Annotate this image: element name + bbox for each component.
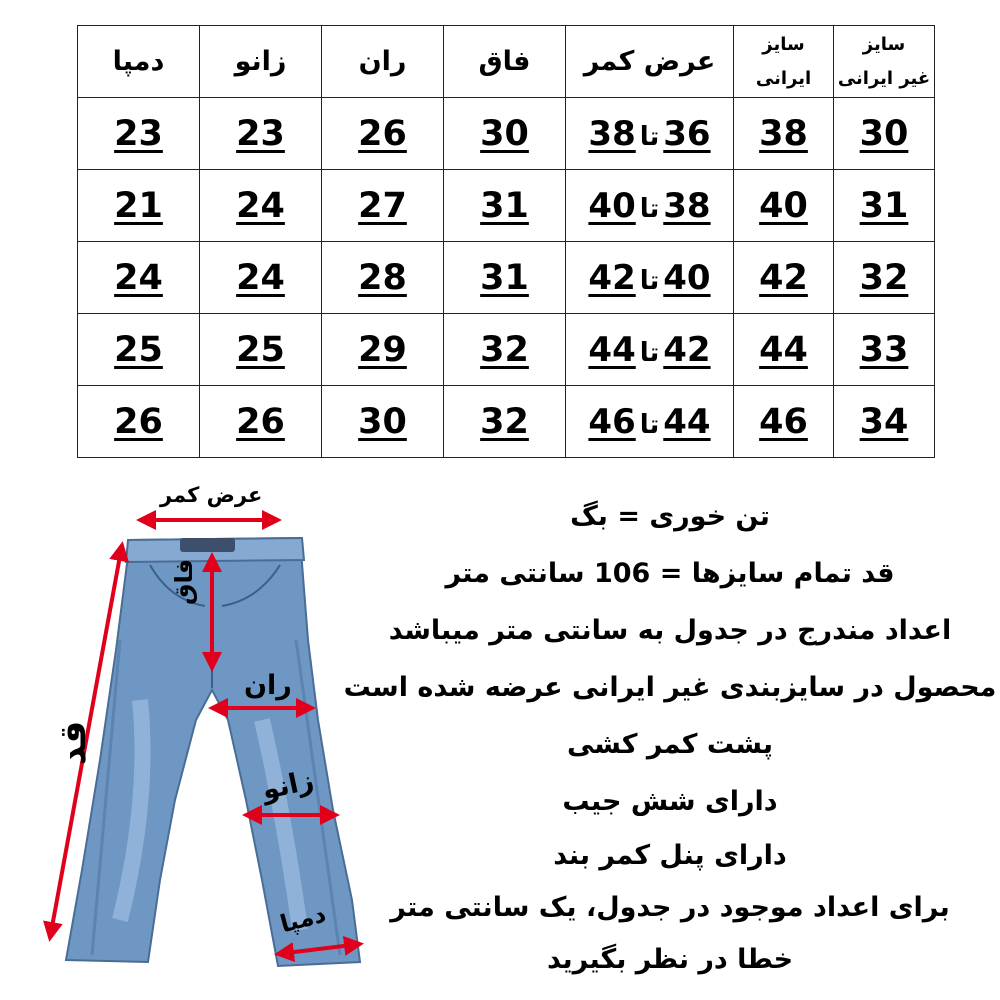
waist-from: 36 — [663, 113, 711, 154]
waist-from: 40 — [663, 257, 711, 298]
header-non-iranian-size-line2: غیر ایرانی — [837, 67, 931, 89]
info-elastic-back: پشت کمر کشی — [566, 729, 774, 760]
cell-knee: 25 — [200, 314, 322, 386]
header-rise: فاق — [444, 26, 566, 98]
cell-waist-range — [566, 98, 734, 170]
table-header-row — [78, 26, 935, 98]
cell-iranian-size: 38 — [734, 98, 834, 170]
cell-knee: 23 — [200, 98, 322, 170]
header-hem: دمپا — [78, 26, 200, 98]
diagram-label-rise: فاق — [170, 558, 198, 605]
waist-from: 44 — [663, 401, 711, 442]
cell-knee: 26 — [200, 386, 322, 458]
range-word: تا — [639, 121, 660, 152]
info-pockets: دارای شش جیب — [562, 786, 778, 817]
range-word: تا — [639, 337, 660, 368]
elastic-waist — [180, 538, 235, 552]
cell-hem: 23 — [78, 98, 200, 170]
cell-iranian-size: 44 — [734, 314, 834, 386]
cell-rise: 31 — [444, 170, 566, 242]
info-sizing: محصول در سایزبندی غیر ایرانی عرضه شده است — [343, 672, 997, 703]
header-non-iranian-size — [834, 26, 935, 98]
diagram-label-waist: عرض کمر — [160, 483, 263, 507]
cell-thigh: 28 — [322, 242, 444, 314]
table-row — [78, 98, 935, 170]
range-word: تا — [639, 265, 660, 296]
header-thigh: ران — [322, 26, 444, 98]
cell-non-iranian-size: 33 — [834, 314, 935, 386]
cell-rise: 31 — [444, 242, 566, 314]
cell-rise: 32 — [444, 314, 566, 386]
cell-non-iranian-size: 32 — [834, 242, 935, 314]
cell-waist-range — [566, 386, 734, 458]
waist-to: 42 — [588, 257, 636, 298]
cell-hem: 24 — [78, 242, 200, 314]
range-word: تا — [639, 409, 660, 440]
diagram-label-length: قد — [53, 720, 94, 765]
table-row — [78, 170, 935, 242]
table-body — [78, 98, 935, 458]
cell-thigh: 26 — [322, 98, 444, 170]
info-length: قد تمام سایزها = 106 سانتی متر — [445, 558, 895, 589]
info-fit: تن خوری = بگ — [570, 501, 770, 532]
cell-thigh: 30 — [322, 386, 444, 458]
cell-thigh: 29 — [322, 314, 444, 386]
diagram-label-hem: دمپا — [277, 899, 329, 939]
product-info — [340, 488, 1000, 986]
size-table — [77, 25, 935, 458]
waist-to: 44 — [588, 329, 636, 370]
cell-rise: 32 — [444, 386, 566, 458]
waist-to: 38 — [588, 113, 636, 154]
cell-hem: 21 — [78, 170, 200, 242]
header-non-iranian-size-line1: سایز — [862, 33, 906, 55]
cell-knee: 24 — [200, 242, 322, 314]
cell-non-iranian-size: 30 — [834, 98, 935, 170]
waist-to: 40 — [588, 185, 636, 226]
table-row — [78, 386, 935, 458]
header-iranian-size-line2: ایرانی — [755, 67, 812, 89]
range-word: تا — [639, 193, 660, 224]
cell-iranian-size: 46 — [734, 386, 834, 458]
table-row — [78, 314, 935, 386]
diagram-label-knee: زانو — [259, 764, 317, 807]
waist-to: 46 — [588, 401, 636, 442]
cell-waist-range — [566, 314, 734, 386]
header-waist-width: عرض کمر — [566, 26, 734, 98]
info-belt-panel: دارای پنل کمر بند — [553, 840, 787, 871]
cell-iranian-size: 42 — [734, 242, 834, 314]
table-row — [78, 242, 935, 314]
cell-waist-range — [566, 242, 734, 314]
cell-knee: 24 — [200, 170, 322, 242]
cell-hem: 25 — [78, 314, 200, 386]
info-tolerance-1: برای اعداد موجود در جدول، یک سانتی متر — [390, 892, 950, 923]
diagram-label-thigh: ران — [244, 670, 292, 701]
cell-waist-range — [566, 170, 734, 242]
waist-from: 38 — [663, 185, 711, 226]
waist-from: 42 — [663, 329, 711, 370]
cell-non-iranian-size: 31 — [834, 170, 935, 242]
header-iranian-size — [734, 26, 834, 98]
cell-non-iranian-size: 34 — [834, 386, 935, 458]
info-units: اعداد مندرج در جدول به سانتی متر میباشد — [388, 615, 952, 646]
cell-rise: 30 — [444, 98, 566, 170]
cell-iranian-size: 40 — [734, 170, 834, 242]
cell-hem: 26 — [78, 386, 200, 458]
header-iranian-size-line1: سایز — [762, 33, 805, 55]
info-tolerance-2: خطا در نظر بگیرید — [546, 944, 794, 975]
header-knee: زانو — [200, 26, 322, 98]
cell-thigh: 27 — [322, 170, 444, 242]
